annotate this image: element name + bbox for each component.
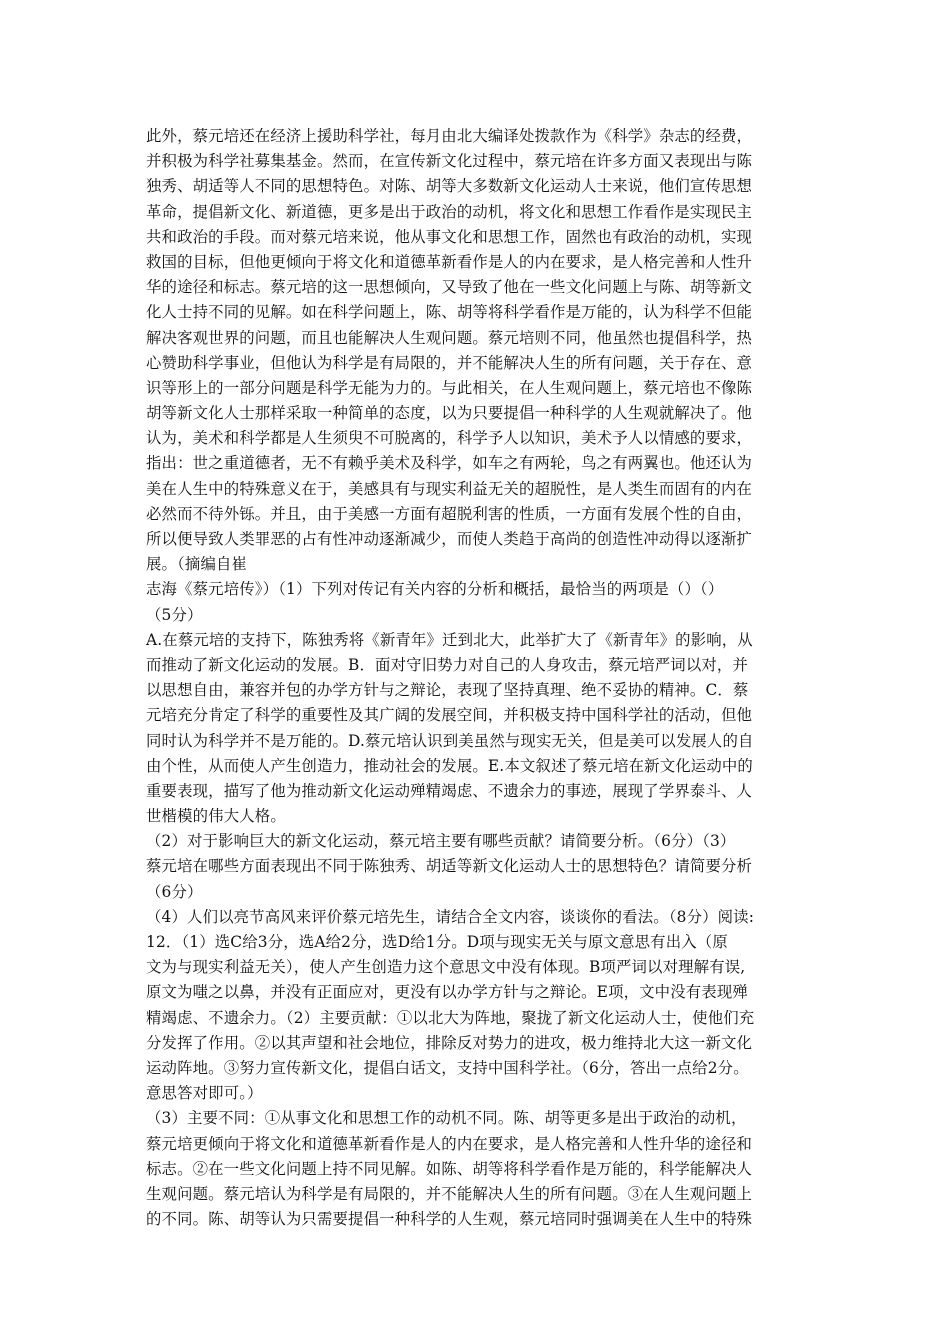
text-line: 必然而不待外铄。并且，由于美感一方面有超脱利害的性质，一方面有发展个性的自由， <box>146 504 753 523</box>
text-line: 华的途径和标志。蔡元培的这一思想倾向，又导致了他在一些文化问题上与陈、胡等新文 <box>146 278 753 297</box>
text-line: 运动阵地。③努力宣传新文化，提倡白话文，支持中国科学社。（6分，答出一点给2分。 <box>146 1058 749 1077</box>
text-line: 并积极为科学社募集基金。然而，在宣传新文化过程中，蔡元培在许多方面又表现出与陈 <box>146 152 753 171</box>
text-line: 指出：世之重道德者，无不有赖乎美术及科学，如车之有两轮，鸟之有两翼也。他还认为 <box>146 454 753 473</box>
text-line: 所以便导致人类罪恶的占有性冲动逐渐减少，而使人类趋于高尚的创造性冲动得以逐渐扩 <box>146 530 753 548</box>
text-line: 认为，美术和科学都是人生须臾不可脱离的，科学予人以知识，美术予人以情感的要求， <box>146 429 753 448</box>
text-line: 标志。②在一些文化问题上持不同见解。如陈、胡等将科学看作是万能的，科学能解决人 <box>146 1159 753 1178</box>
text-line: 而推动了新文化运动的发展。B．面对守旧势力对自己的人身攻击，蔡元培严词以对，并 <box>146 655 749 674</box>
text-line: 的不同。陈、胡等认为只需要提倡一种科学的人生观，蔡元培同时强调美在人生中的特殊 <box>146 1210 753 1229</box>
text-line: 共和政治的手段。而对蔡元培来说，他从事文化和思想工作，固然也有政治的动机，实现 <box>146 227 753 246</box>
text-line: 重要表现，描写了他为推动新文化运动殚精竭虑、不遗余力的事迹，展现了学界泰斗、人 <box>146 781 753 800</box>
text-line: 救国的目标，但他更倾向于将文化和道德革新看作是人的内在要求，是人格完善和人性升 <box>146 252 753 271</box>
text-line: 蔡元培更倾向于将文化和道德革新看作是人的内在要求，是人格完善和人性升华的途径和 <box>146 1134 753 1153</box>
text-line: 同时认为科学并不是万能的。D.蔡元培认识到美虽然与现实无关，但是美可以发展人的自 <box>146 731 754 750</box>
text-line: 志海《蔡元培传》）（1）下列对传记有关内容的分析和概括，最恰当的两项是（）（） <box>146 580 724 599</box>
text-line: A.在蔡元培的支持下，陈独秀将《新青年》迁到北大，此举扩大了《新青年》的影响，从 <box>146 630 753 649</box>
text-line: （4）人们以亮节高风来评价蔡元培先生，请结合全文内容，谈谈你的看法。（8分）阅读: <box>146 907 755 926</box>
text-line: （2）对于影响巨大的新文化运动，蔡元培主要有哪些贡献？请简要分析。（6分）（3） <box>146 832 736 851</box>
document-body <box>146 124 814 1232</box>
text-line: 心赞助科学事业，但他认为科学是有局限的，并不能解决人生的所有问题，关于存在、意 <box>146 353 753 372</box>
text-line: 化人士持不同的见解。如在科学问题上，陈、胡等将科学看作是万能的，认为科学不但能 <box>146 303 753 322</box>
text-line: 此外，蔡元培还在经济上援助科学社，每月由北大编译处拨款作为《科学》杂志的经费， <box>146 127 753 145</box>
text-line: 生观问题。蔡元培认为科学是有局限的，并不能解决人生的所有问题。③在人生观问题上 <box>146 1184 753 1203</box>
text-line: 蔡元培在哪些方面表现出不同于陈独秀、胡适等新文化运动人士的思想特色？请简要分析 <box>146 857 753 876</box>
text-line: 美在人生中的特殊意义在于，美感具有与现实利益无关的超脱性，是人类生而固有的内在 <box>146 479 753 498</box>
text-line: 元培充分肯定了科学的重要性及其广阔的发展空间，并积极支持中国科学社的活动，但他 <box>146 706 753 725</box>
text-line: 意思答对即可。） <box>146 1084 263 1103</box>
text-line: 分发挥了作用。②以其声望和社会地位，排除反对势力的进攻，极力维持北大这一新文化 <box>146 1033 753 1052</box>
text-line: 革命，提倡新文化、新道德，更多是出于政治的动机，将文化和思想工作看作是实现民主 <box>146 202 753 221</box>
text-line: 独秀、胡适等人不同的思想特色。对陈、胡等大多数新文化运动人士来说，他们宣传思想 <box>146 177 753 196</box>
text-line: （3）主要不同：①从事文化和思想工作的动机不同。陈、胡等更多是出于政治的动机， <box>146 1109 747 1128</box>
text-line: （5分） <box>146 605 203 624</box>
text-line: 12．（1）选C给3分，选A给2分，选D给1分。D项与现实无关与原文意思有出入（原 <box>146 933 728 951</box>
text-line: 由个性，从而使人产生创造力，推动社会的发展。E.本文叙述了蔡元培在新文化运动中的 <box>146 756 753 775</box>
text-line: 解决客观世界的问题，而且也能解决人生观问题。蔡元培则不同，他虽然也提倡科学，热 <box>146 328 753 347</box>
text-line: 原文为嗤之以鼻，并没有正面应对，更没有以办学方针与之辩论。E项，文中没有表现殚 <box>146 983 748 1002</box>
text-line: （6分） <box>146 882 203 901</box>
text-line: 文为与现实利益无关），使人产生创造力这个意思文中没有体现。B项严词以对理解有误, <box>146 958 746 977</box>
text-line: 胡等新文化人士那样采取一种简单的态度，以为只要提倡一种科学的人生观就解决了。他 <box>146 404 753 423</box>
text-line: 展。（摘编自崔 <box>146 555 248 574</box>
text-line: 世楷模的伟大人格。 <box>146 807 286 826</box>
text-line: 精竭虑、不遗余力。（2）主要贡献：①以北大为阵地，聚拢了新文化运动人士，使他们充 <box>146 1008 755 1027</box>
text-line: 识等形上的一部分问题是科学无能为力的。与此相关，在人生观问题上，蔡元培也不像陈 <box>146 378 753 397</box>
text-line: 以思想自由，兼容并包的办学方针与之辩论，表现了坚持真理、绝不妥协的精神。C．蔡 <box>146 681 749 700</box>
